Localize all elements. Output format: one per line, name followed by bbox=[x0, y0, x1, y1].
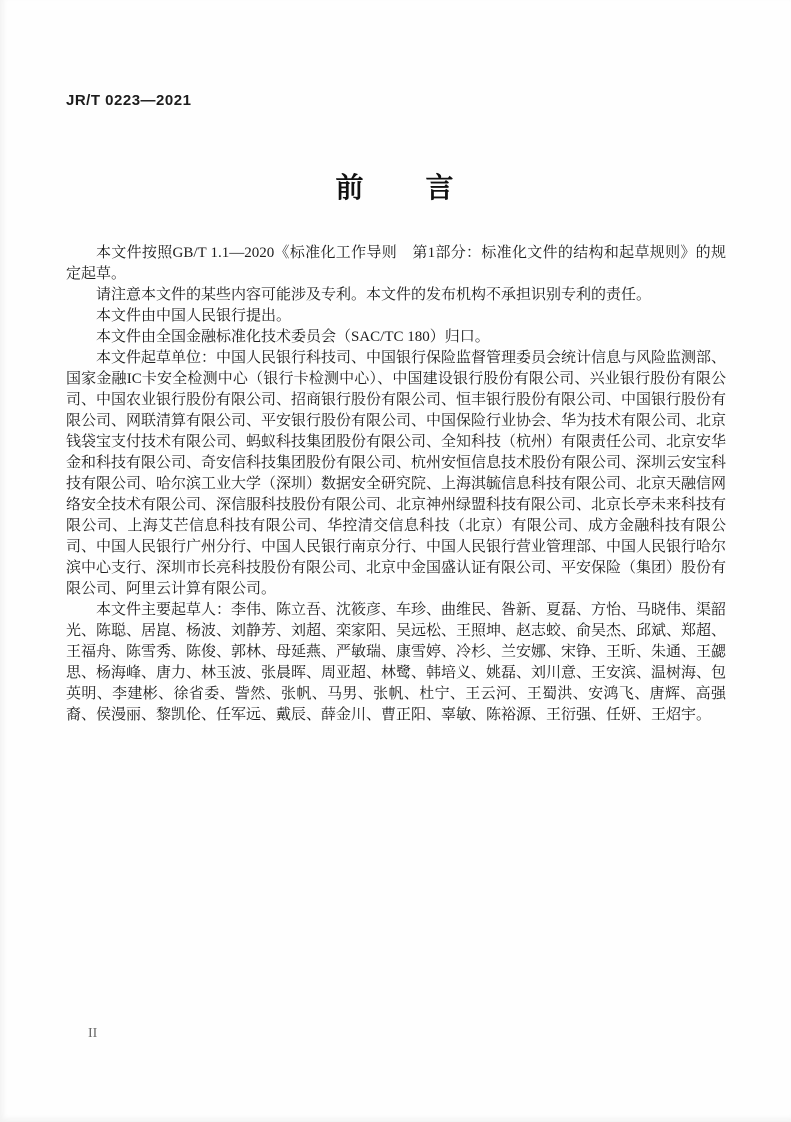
paragraph-main-drafters: 本文件主要起草人：李伟、陈立吾、沈筱彦、车珍、曲维民、昝新、夏磊、方怡、马晓伟、渠韶光、陈聪、居崑、杨波、刘静芳、刘超、栾家阳、吴远松、王照坤、赵志蛟、俞吴杰、邱斌、郑超、王福舟、陈雪秀、陈俊、郭林、母延燕、严敏瑞、康雪婷、冷杉、兰安娜、宋铮、王昕、朱通、王勰思、杨海峰、唐力、林玉波、张晨晖、周亚超、林鹭、韩培义、姚磊、刘川意、王安滨、温树海、包英明、李建彬、徐省委、訾然、张帆、马男、张帆、杜宁、王云河、王蜀洪、安鸿飞、唐辉、高强裔、侯漫丽、黎凯伦、任军远、戴辰、薛金川、曹正阳、辜敏、陈裕源、王衍强、任妍、王炤宇。 bbox=[66, 602, 727, 723]
foreword-body bbox=[66, 243, 726, 726]
paragraph-patent-notice: 请注意本文件的某些内容可能涉及专利。本文件的发布机构不承担识别专利的责任。 bbox=[96, 287, 652, 303]
page-number: II bbox=[88, 1026, 98, 1041]
paragraph-drafting-organizations: 本文件起草单位：中国人民银行科技司、中国银行保险监督管理委员会统计信息与风险监测部、国家金融IC卡安全检测中心（银行卡检测中心）、中国建设银行股份有限公司、兴业银行股份有限公司、中国农业银行股份有限公司、招商银行股份有限公司、恒丰银行股份有限公司、中国银行股份有限公司、网联清算有限公司、平安银行股份有限公司、中国保险行业协会、华为技术有限公司、北京钱袋宝支付技术有限公司、蚂蚁科技集团股份有限公司、全知科技（杭州）有限责任公司、北京安华金和科技有限公司、奇安信科技集团股份有限公司、杭州安恒信息技术股份有限公司、深圳云安宝科技有限公司、哈尔滨工业大学（深圳）数据安全研究院、上海淇毓信息科技有限公司、北京天融信网络安全技术有限公司、深信服科技股份有限公司、北京神州绿盟科技有限公司、北京长亭未来科技有限公司、上海艾芒信息科技有限公司、华控清交信息科技（北京）有限公司、成方金融科技有限公司、中国人民银行广州分行、中国人民银行南京分行、中国人民银行营业管理部、中国人民银行哈尔滨中心支行、深圳市长亮科技股份有限公司、北京中金国盛认证有限公司、平安保险（集团）股份有限公司、阿里云计算有限公司。 bbox=[66, 350, 727, 597]
paragraph-committee: 本文件由全国金融标准化技术委员会（SAC/TC 180）归口。 bbox=[96, 329, 490, 345]
paragraph-proposed-by: 本文件由中国人民银行提出。 bbox=[96, 308, 292, 324]
paragraph-drafting-rules: 本文件按照GB/T 1.1—2020《标准化工作导则 第1部分：标准化文件的结构和起草规则》的规定起草。 bbox=[66, 245, 726, 282]
page-title: 前 言 bbox=[335, 172, 456, 203]
standard-code: JR/T 0223—2021 bbox=[66, 92, 192, 109]
